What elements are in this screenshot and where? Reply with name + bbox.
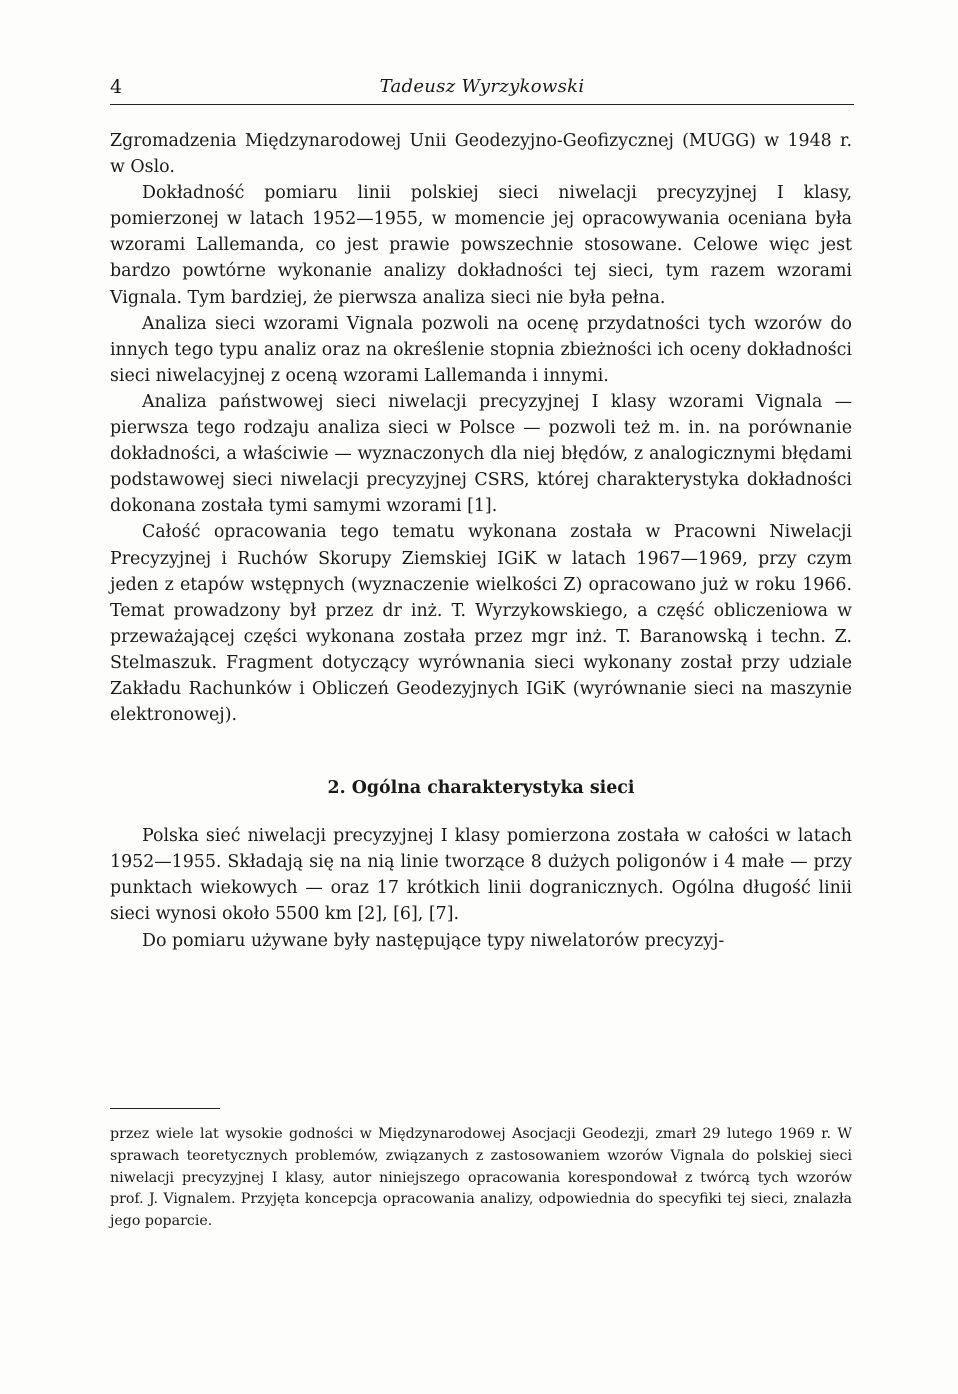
page-header [110, 74, 854, 105]
footnote-rule [110, 1108, 220, 1109]
section-heading: 2. Ogólna charakterystyka sieci [327, 778, 635, 799]
paragraph-continuation: Zgromadzenia Międzynarodowej Unii Geodezyjno-Geofizycznej (MUGG) w 1948 r. w Oslo. [110, 131, 852, 178]
body-text [110, 128, 852, 954]
page-number: 4 [110, 76, 123, 98]
paragraph: Do pomiaru używane były następujące typy niwelatorów precyzyj- [142, 930, 725, 951]
paragraph: Polska sieć niwelacji precyzyjnej I klasy pomierzona została w całości w latach 1952—1955. Składają się na nią linie tworzące 8 dużych poligonów i 4 małe — przy punktach wiekowych — oraz 17 krótkich linii dogranicznych. Ogólna długość linii sieci wynosi około 5500 km [2], [6], [7]. [110, 826, 852, 925]
running-head: Tadeusz Wyrzykowski [379, 76, 585, 97]
paragraph: Całość opracowania tego tematu wykonana została w Pracowni Niwelacji Precyzyjnej i Ruchów Skorupy Ziemskiej IGiK w latach 1967—1969, przy czym jeden z etapów wstępnych (wyznaczenie wielkości Z) opracowano już w roku 1966. Temat prowadzony był przez dr inż. T. Wyrzykowskiego, a część obliczeniowa w przeważającej części wykonana została przez mgr inż. T. Baranowską i techn. Z. Stelmaszuk. Fragment dotyczący wyrównania sieci wykonany został przy udziale Zakładu Rachunków i Obliczeń Geodezyjnych IGiK (wyrównanie sieci na maszynie elektronowej). [110, 522, 852, 726]
paragraph: Dokładność pomiaru linii polskiej sieci niwelacji precyzyjnej I klasy, pomierzonej w latach 1952—1955, w momencie jej opracowywania oceniana była wzorami Lallemanda, co jest prawie powszechnie stosowane. Celowe więc jest bardzo powtórne wykonanie analizy dokładności tej sieci, tym razem wzorami Vignala. Tym bardziej, że pierwsza analiza sieci nie była pełna. [110, 183, 852, 308]
paragraph: Analiza sieci wzorami Vignala pozwoli na ocenę przydatności tych wzorów do innych tego typu analiz oraz na określenie stopnia zbieżności ich oceny dokładności sieci niwelacyjnej z oceną wzorami Lallemanda i innymi. [110, 313, 852, 386]
footnote: przez wiele lat wysokie godności w Międzynarodowej Asocjacji Geodezji, zmarł 29 lutego 1969 r. W sprawach teoretycznych problemów, związanych z zastosowaniem wzorów Vignala do polskiej sieci niwelacji precyzyjnej I klasy, autor niniejszego opracowania korespondował z twórcą tych wzorów prof. J. Vignalem. Przyjęta koncepcja opracowania analizy, odpowiednia do specyfiki tej sieci, znalazła jego poparcie. [110, 1126, 852, 1230]
paragraph: Analiza państwowej sieci niwelacji precyzyjnej I klasy wzorami Vignala — pierwsza tego rodzaju analiza sieci w Polsce — pozwoli też m. in. na porównanie dokładności, a właściwie — wyznaczonych dla niej błędów, z analogicznymi błędami podstawowej sieci niwelacji precyzyjnej CSRS, której charakterystyka dokładności dokonana została tymi samymi wzorami [1]. [110, 391, 852, 517]
